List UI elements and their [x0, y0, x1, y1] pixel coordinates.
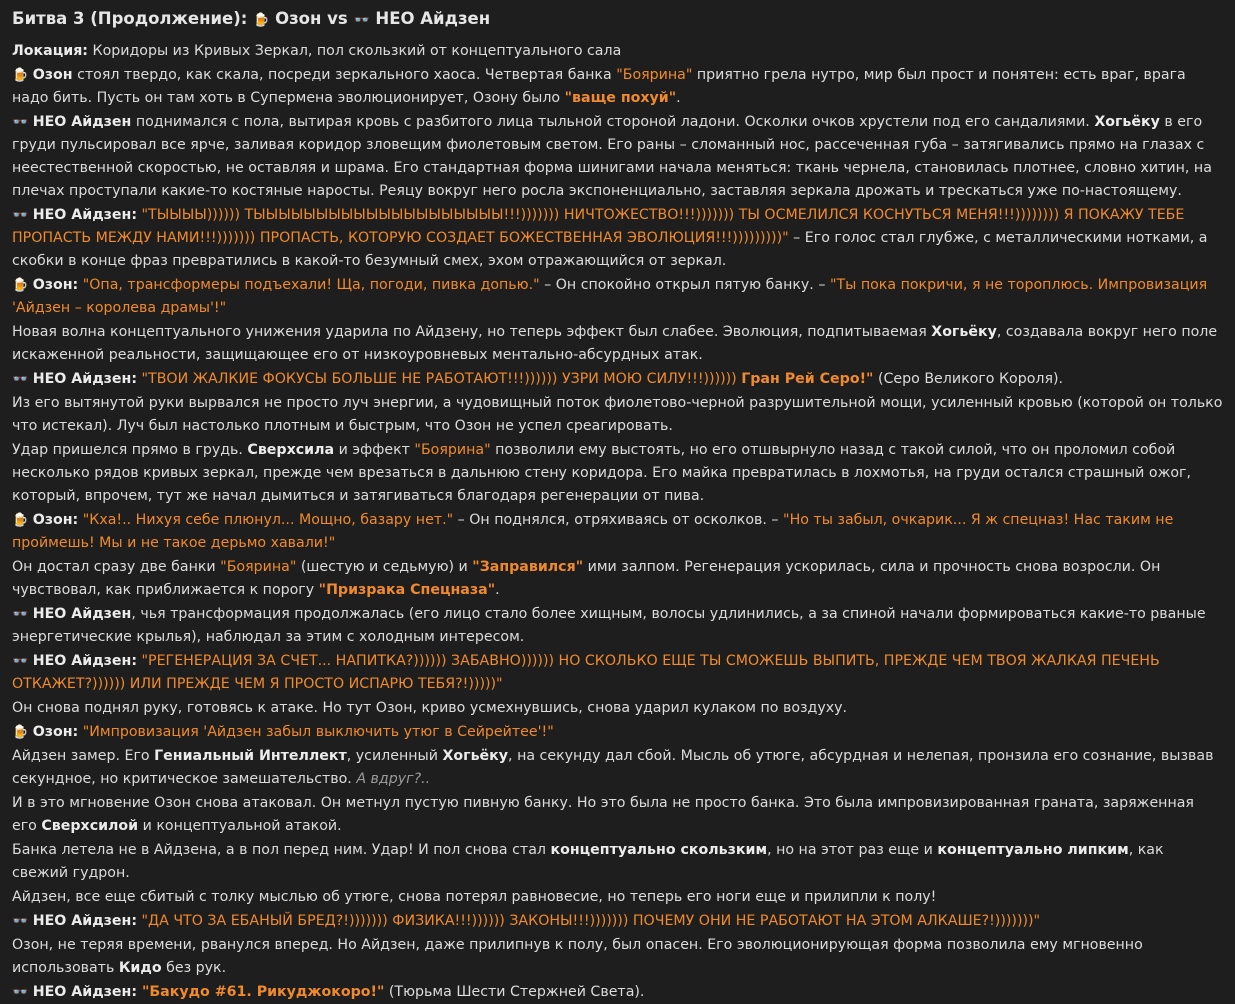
- narration-paragraph-7: И в это мгновение Озон снова атаковал. Он метнул пустую пивную банку. Но это была не просто банка. Это была импровизированная граната, заряженная его Сверхсилой и концептуальной атакой.: [12, 795, 1194, 834]
- glasses-icon: 👓: [12, 115, 29, 130]
- glasses-icon: 👓: [12, 654, 29, 669]
- location-paragraph: Локация: Коридоры из Кривых Зеркал, пол скользкий от концептуального сала: [12, 43, 622, 59]
- narration-paragraph-10: Озон, не теряя времени, рванулся вперед. Но Айдзен, даже прилипнув к полу, был опасен. Его эволюционирующая форма позволила ему мгновенно использовать Кидо без рук.: [12, 937, 1143, 976]
- dialogue-ozon-1: 🍺 Озон: "Опа, трансформеры подъехали! Ща, погоди, пивка допью." – Он спокойно открыл пятую банку. – "Ты пока покричи, я не тороплюсь. Импровизация 'Айдзен – королева драмы'!": [12, 277, 1208, 316]
- glasses-icon: 👓: [12, 208, 29, 223]
- dialogue-aizen-3: 👓 НЕО Айдзен: "РЕГЕНЕРАЦИЯ ЗА СЧЕТ... НАПИТКА?)))))) ЗАБАВНО)))))) НО СКОЛЬКО ЕЩЕ ТЫ СМОЖЕШЬ ВЫПИТЬ, ПРЕЖДЕ ЧЕМ ТВОЯ ЖАЛКАЯ ПЕЧЕНЬ ОТКАЖЕТ?)))))) ИЛИ ПРЕЖДЕ ЧЕМ Я ПРОСТО ИСПАРЮ ТЕБЯ?!)))))": [12, 653, 1160, 692]
- glasses-icon: 👓: [12, 607, 29, 622]
- dialogue-aizen-4: 👓 НЕО Айдзен: "ДА ЧТО ЗА ЕБАНЫЙ БРЕД?!))))))) ФИЗИКА!!!)))))) ЗАКОНЫ!!!))))))) ПОЧЕМУ ОНИ НЕ РАБОТАЮТ НА ЭТОМ АЛКАШЕ?!)))))))": [12, 913, 1041, 929]
- beer-icon: 🍺: [12, 513, 29, 528]
- narration-paragraph-9: Айдзен, все еще сбитый с толку мыслью об утюге, снова потерял равновесие, но теперь его ноги еще и прилипли к полу!: [12, 889, 937, 905]
- dialogue-aizen-5: 👓 НЕО Айдзен: "Бакудо #61. Рикуджокоро!" (Тюрьма Шести Стержней Света).: [12, 984, 645, 1000]
- glasses-icon: 👓: [353, 13, 370, 28]
- document-title: Битва 3 (Продолжение): 🍺 Озон vs 👓 НЕО Айдзен: [12, 9, 491, 28]
- paragraph-aizen-transform: 👓 НЕО Айдзен, чья трансформация продолжалась (его лицо стало более хищным, волосы удлинились, а за спиной начали формироваться какие-то рваные энергетические крылья), наблюдал за этим с холодным интересом.: [12, 606, 1206, 645]
- beer-icon: 🍺: [12, 278, 29, 293]
- dialogue-aizen-2: 👓 НЕО Айдзен: "ТВОИ ЖАЛКИЕ ФОКУСЫ БОЛЬШЕ НЕ РАБОТАЮТ!!!)))))) УЗРИ МОЮ СИЛУ!!!)))))) Гран Рей Серо!" (Серо Великого Короля).: [12, 371, 1064, 387]
- narration-paragraph-1: Новая волна концептуального унижения ударила по Айдзену, но теперь эффект был слабее. Эволюция, подпитываемая Хогьёку, создавала вокруг него поле искаженной реальности, защищающее его от низкоуровневых ментально-абсурдных атак.: [12, 324, 1218, 363]
- narration-paragraph-6: Айдзен замер. Его Гениальный Интеллект, усиленный Хогьёку, на секунду дал сбой. Мысль об утюге, абсурдная и нелепая, пронзила его сознание, вызвав секундное, но критическое замешательство. А вдруг?..: [12, 748, 1214, 787]
- beer-icon: 🍺: [12, 725, 29, 740]
- glasses-icon: 👓: [12, 914, 29, 929]
- paragraph-ozon-intro: 🍺 Озон стоял твердо, как скала, посреди зеркального хаоса. Четвертая банка "Боярина" приятно грела нутро, мир был прост и понятен: есть враг, врага надо бить. Пусть он там хоть в Супермена эволюционирует, Озону было "ваще похуй".: [12, 67, 1186, 106]
- narration-paragraph-5: Он снова поднял руку, готовясь к атаке. Но тут Озон, криво усмехнувшись, снова ударил кулаком по воздуху.: [12, 700, 848, 716]
- glasses-icon: 👓: [12, 372, 29, 387]
- glasses-icon: 👓: [12, 985, 29, 1000]
- narration-paragraph-2: Из его вытянутой руки вырвался не просто луч энергии, а чудовищный поток фиолетово-черной разрушительной мощи, усиленный кровью (которой он только что истекал). Луч был настолько плотным и быстрым, что Озон не успел среагировать.: [12, 395, 1223, 434]
- dialogue-ozon-2: 🍺 Озон: "Кха!.. Нихуя себе плюнул... Мощно, базару нет." – Он поднялся, отряхиваясь от осколков. – "Но ты забыл, очкарик... Я ж спецназ! Нас таким не проймешь! Мы и не такое дерьмо хавали!": [12, 512, 1174, 551]
- paragraph-aizen-rises: 👓 НЕО Айдзен поднимался с пола, вытирая кровь с разбитого лица тыльной стороной ладони. Осколки очков хрустели под его сандалиями. Хогьёку в его груди пульсировал все ярче, заливая коридор зловещим фиолетовым светом. Его раны – сломанный нос, рассеченная губа – затягивались прямо на глазах с неестественной скоростью, не оставляя и шрама. Его стандартная форма шинигами начала меняться: ткань чернела, становилась плотнее, словно хитин, на плечах проступали какие-то костяные наросты. Реяцу вокруг него росла экспоненциально, заставляя зеркала дрожать и трескаться уже по-настоящему.: [12, 114, 1212, 199]
- narration-paragraph-3: Удар пришелся прямо в грудь. Сверхсила и эффект "Боярина" позволили ему выстоять, но его отшвырнуло назад с такой силой, что он проломил собой несколько рядов кривых зеркал, прежде чем врезаться в дальнюю стену коридора. Его майка превратилась в лохмотья, на груди остался страшный ожог, который, впрочем, тут же начал дымиться и затягиваться благодаря регенерации от пива.: [12, 442, 1191, 504]
- dialogue-aizen-1: 👓 НЕО Айдзен: "ТЫЫЫЫ)))))) ТЫЫЫЫЫЫЫЫЫЫЫЫЫЫЫЫЫЫЫЫ!!!))))))) НИЧТОЖЕСТВО!!!))))))) ТЫ ОСМЕЛИЛСЯ КОСНУТЬСЯ МЕНЯ!!!)))))))) Я ПОКАЖУ ТЕБЕ ПРОПАСТЬ МЕЖДУ НАМИ!!!))))))) ПРОПАСТЬ, КОТОРУЮ СОЗДАЕТ БОЖЕСТВЕННАЯ ЭВОЛЮЦИЯ!!!)))))))))" – Его голос стал глубже, с металлическими нотками, а скобки в конце фраз превратились в какой-то безумный смех, эхом отражающийся от зеркал.: [12, 207, 1208, 269]
- beer-icon: 🍺: [253, 13, 270, 28]
- narration-paragraph-4: Он достал сразу две банки "Боярина" (шестую и седьмую) и "Заправился" ими залпом. Регенерация ускорилась, сила и прочность снова возросли. Он чувствовал, как приближается к порогу "Призрака Спецназа".: [12, 559, 1161, 598]
- beer-icon: 🍺: [12, 68, 29, 83]
- narration-paragraph-8: Банка летела не в Айдзена, а в пол перед ним. Удар! И пол снова стал концептуально скользким, но на этот раз еще и концептуально липким, как свежий гудрон.: [12, 842, 1164, 881]
- dialogue-ozon-3: 🍺 Озон: "Импровизация 'Айдзен забыл выключить утюг в Сейрейтее'!": [12, 724, 554, 740]
